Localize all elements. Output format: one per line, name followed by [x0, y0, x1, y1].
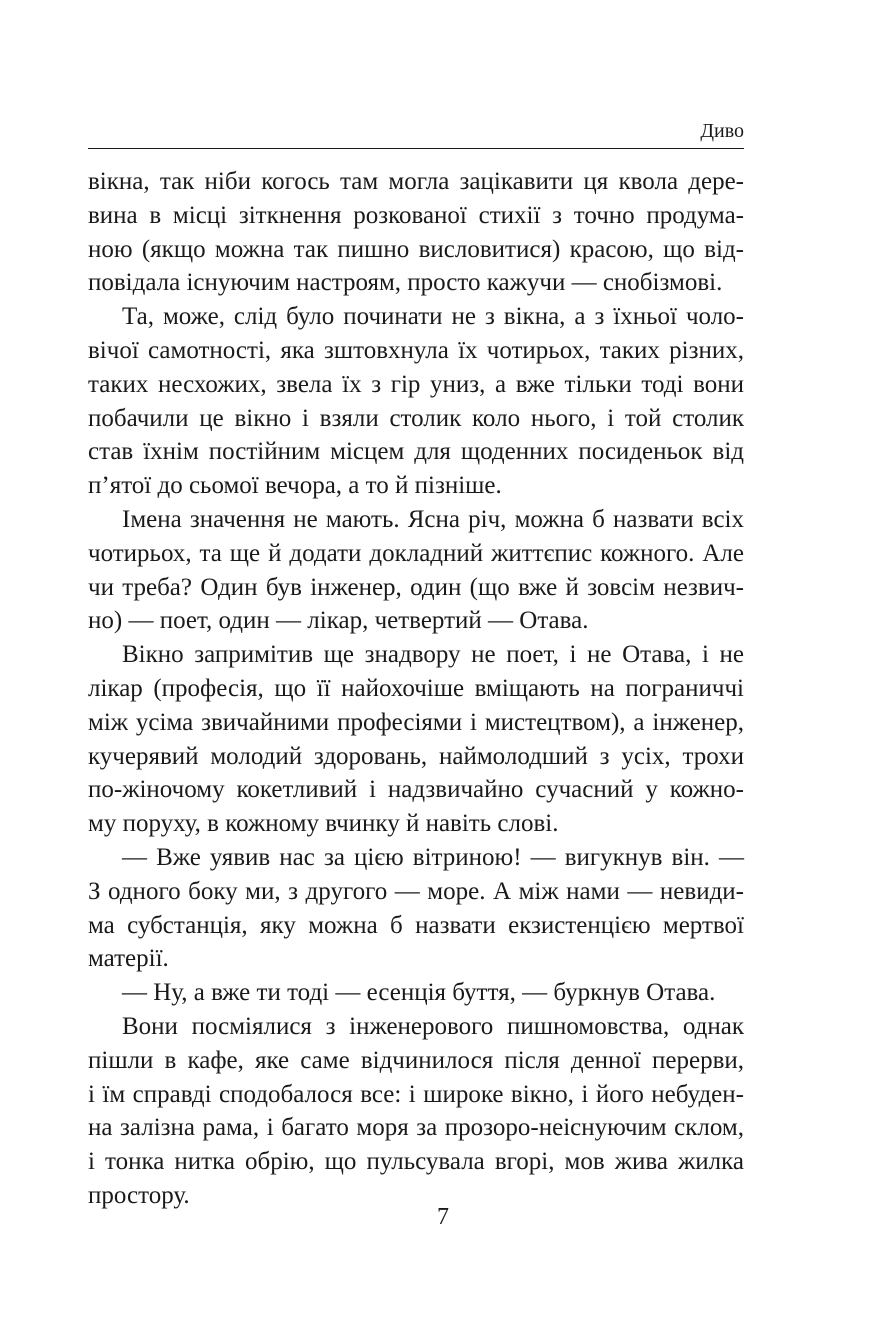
- text-line: чи треба? Один був інженер, один (що вже й зовсім незвич-: [88, 573, 744, 601]
- text-line: вина в місці зіткнення розкованої стихії з точно продума-: [88, 201, 744, 229]
- text-line: пішли в кафе, яке саме відчинилося після денної перерви,: [88, 1046, 744, 1074]
- text-line: став їхнім постійним місцем для щоденних посиденьок від: [88, 438, 744, 466]
- text-line: п’ятої до сьомої вечора, а то й пізніше.: [88, 472, 502, 500]
- text-line: кучерявий молодий здоровань, наймолодший з усіх, трохи: [88, 742, 744, 770]
- text-line: таких несхожих, звела їх з гір униз, а вже тільки тоді вони: [88, 370, 744, 398]
- body-text: [88, 165, 744, 1213]
- running-header: [88, 120, 744, 149]
- text-line: і їм справді сподобалося все: і широке вікно, і його небуден-: [88, 1080, 744, 1108]
- text-line: матерії.: [88, 945, 169, 973]
- text-line: по-жіночому кокетливий і надзвичайно сучасний у кожно-: [88, 776, 744, 804]
- text-line: Вони посміялися з інженерового пишномовства, однак: [122, 1012, 744, 1040]
- text-line: — Вже уявив нас за цією вітриною! — вигукнув він. —: [122, 843, 744, 871]
- text-line: — Ну, а вже ти тоді — есенція буття, — буркнув Отава.: [122, 979, 716, 1007]
- text-line: між усіма звичайними професіями і мистецтвом), а інженер,: [88, 708, 744, 736]
- text-line: му поруху, в кожному вчинку й навіть слові.: [88, 810, 559, 838]
- text-line: чотирьох, та ще й додати докладний життєпис кожного. Але: [88, 539, 744, 567]
- text-line: Та, може, слід було починати не з вікна, а з їхньої чоло-: [122, 303, 744, 331]
- text-line: ною (якщо можна так пишно висловитися) красою, що від-: [88, 235, 744, 263]
- text-line: повідала існуючим настроям, просто кажучи — снобізмові.: [88, 269, 723, 297]
- text-line: на залізна рама, і багато моря за прозоро-неіснуючим склом,: [88, 1114, 744, 1142]
- text-line: вікна, так ніби когось там могла зацікавити ця квола дере-: [88, 168, 744, 195]
- text-line: но) — поет, один — лікар, четвертий — Отава.: [88, 607, 589, 635]
- text-line: ма субстанція, яку можна б назвати екзистенцією мертвої: [88, 911, 744, 939]
- text-line: лікар (професія, що її найохочіше вміщають на пограниччі: [88, 674, 744, 702]
- text-line: побачили це вікно і взяли столик коло нього, і той столик: [88, 404, 744, 432]
- text-line: і тонка нитка обрію, що пульсувала вгорі, мов жива жилка: [88, 1148, 744, 1176]
- text-line: Вікно запримітив ще знадвору не поет, і не Отава, і не: [122, 641, 744, 669]
- running-title: Диво: [700, 120, 744, 142]
- text-line: З одного боку ми, з другого — море. А між нами — невиди-: [88, 877, 744, 905]
- text-line: вічої самотності, яка зштовхнула їх чотирьох, таких різних,: [88, 336, 744, 364]
- text-line: простору.: [88, 1181, 190, 1209]
- text-line: Імена значення не мають. Ясна річ, можна б назвати всіх: [122, 505, 744, 533]
- page-number: 7: [437, 1204, 449, 1230]
